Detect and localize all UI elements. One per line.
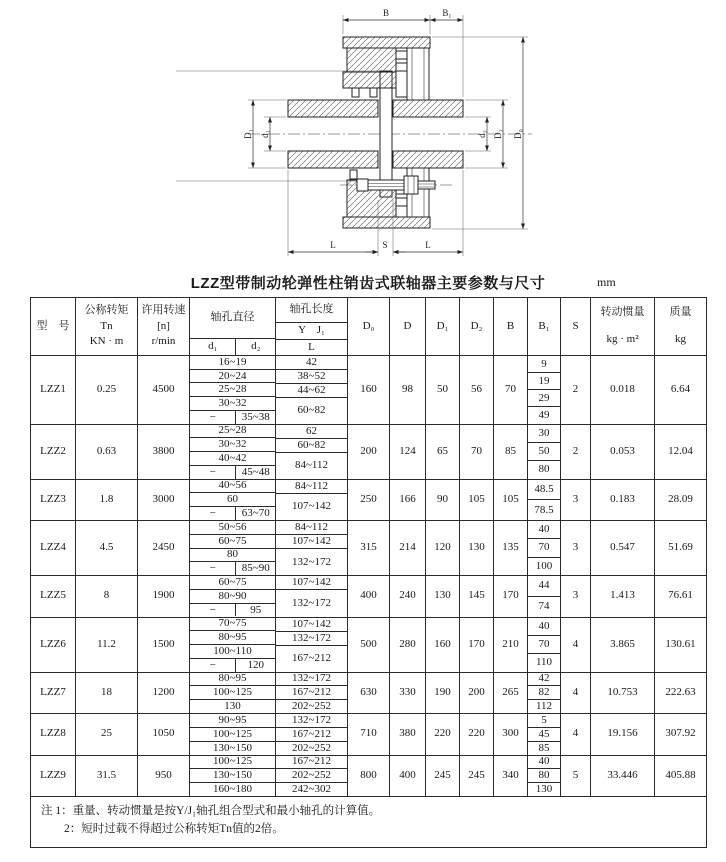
d2-cell: 245	[460, 755, 494, 797]
d0-cell: 200	[348, 424, 390, 479]
bore-subrow: 20~24	[190, 370, 275, 384]
torque-cell: 0.63	[76, 424, 138, 479]
b1-subrow: 110	[535, 656, 553, 669]
bore-diameter-cell	[190, 521, 276, 576]
speed-cell: 1500	[138, 617, 190, 672]
bore-length-cell	[276, 714, 348, 756]
d0-dim-label: D₀	[513, 129, 523, 139]
d-cell: 240	[390, 576, 426, 618]
b1-subrow: 30	[528, 425, 560, 443]
title-row	[30, 272, 706, 292]
torque-cell: 25	[76, 714, 138, 756]
bore-subrow: 80~95	[190, 631, 275, 645]
bore-subrow: 25~28	[190, 383, 275, 397]
bore-length-cell	[276, 521, 348, 576]
inertia-cell: 0.018	[591, 356, 655, 425]
b1-subrow: 50	[528, 443, 560, 461]
b-cell: 340	[494, 755, 528, 797]
bore-subrow: 90~95	[190, 714, 275, 728]
bore-subrow: 40~42	[190, 452, 275, 466]
speed-cell: 3000	[138, 479, 190, 521]
d1-cell: 90	[426, 479, 460, 521]
d1-cell: 190	[426, 672, 460, 714]
b1-subrow: 42	[528, 673, 560, 687]
d2-cell: 170	[460, 617, 494, 672]
b-cell: 105	[494, 479, 528, 521]
s-dim-label: S	[382, 240, 388, 250]
length-subrow: 60~82	[276, 439, 347, 453]
b1-subrow: 70	[528, 539, 560, 557]
d2-outer-dim-label: D₂	[493, 129, 503, 139]
torque-cell: 1.8	[76, 479, 138, 521]
bore-subrow: − 85~90	[190, 562, 275, 575]
d2-cell: 130	[460, 521, 494, 576]
spec-row-lzz4	[31, 521, 707, 576]
inertia-cell: 10.753	[591, 672, 655, 714]
torque-cell: 31.5	[76, 755, 138, 797]
bore-diameter-cell	[190, 714, 276, 756]
b1-subrow: 40	[528, 521, 560, 539]
b1-subrow: 80	[528, 769, 560, 783]
b1-cell	[528, 576, 561, 618]
spec-row-lzz5	[31, 576, 707, 618]
b1-subrow: 44	[528, 576, 560, 597]
length-subrow: 132~172	[276, 632, 347, 646]
torque-cell: 0.25	[76, 356, 138, 425]
length-subrow: 44~62	[276, 384, 347, 398]
col-torque: 公称转矩 Tn KN · m	[76, 298, 138, 356]
d0-cell: 315	[348, 521, 390, 576]
length-subrow: 202~252	[276, 769, 347, 783]
note-2: 2：短时过载不得超过公称转矩Tn值的2倍。	[64, 822, 284, 835]
mass-cell: 307.92	[655, 714, 707, 756]
torque-cell: 4.5	[76, 521, 138, 576]
bore-length-cell	[276, 479, 348, 521]
d1-bore-dim-label: d₁	[260, 130, 270, 138]
length-subrow: 202~252	[292, 700, 331, 713]
l-right-dim-label: L	[425, 240, 431, 250]
unit-label: mm	[597, 275, 616, 289]
bore-subrow: 100~125	[190, 756, 275, 770]
s-cell: 3	[561, 576, 591, 618]
mass-cell: 6.64	[655, 356, 707, 425]
spec-row-lzz8	[31, 714, 707, 756]
l-left-dim-label: L	[330, 240, 336, 250]
d-cell: 400	[390, 755, 426, 797]
b1-cell	[528, 755, 561, 797]
d0-cell: 630	[348, 672, 390, 714]
b1-cell	[528, 617, 561, 672]
length-subrow: 132~172	[276, 673, 347, 687]
bore-subrow: − 35~38	[190, 411, 275, 424]
table-body	[31, 356, 707, 797]
table-header	[31, 298, 707, 356]
d-cell: 98	[390, 356, 426, 425]
b1-subrow: 9	[528, 356, 560, 373]
length-subrow: 167~212	[276, 756, 347, 770]
length-subrow: 167~212	[276, 686, 347, 700]
d1-cell: 220	[426, 714, 460, 756]
bore-subrow: 100~125	[190, 728, 275, 742]
col-b1: B₁	[528, 298, 561, 356]
col-d1: D₁	[426, 298, 460, 356]
bore-subrow: 60~75	[190, 535, 275, 549]
b1-subrow: 40	[528, 756, 560, 770]
length-subrow: 242~302	[292, 783, 331, 796]
s-cell: 2	[561, 356, 591, 425]
b-cell: 135	[494, 521, 528, 576]
bore-subrow: 50~56	[190, 521, 275, 535]
d0-cell: 400	[348, 576, 390, 618]
bore-subrow: 130	[224, 700, 241, 713]
s-cell: 3	[561, 521, 591, 576]
bore-subrow: − 120	[190, 659, 275, 672]
b1-cell	[528, 714, 561, 756]
b1-subrow: 80	[538, 463, 550, 476]
model-cell: LZZ7	[31, 672, 76, 714]
b1-subrow: 29	[528, 390, 560, 407]
bore-diameter-cell	[190, 424, 276, 479]
d2-cell: 105	[460, 479, 494, 521]
page-title: LZZ型带制动轮弹性柱销齿式联轴器主要参数与尺寸	[190, 275, 546, 292]
s-cell: 4	[561, 672, 591, 714]
spec-row-lzz6	[31, 617, 707, 672]
b1-subrow: 85	[538, 741, 550, 754]
speed-cell: 1200	[138, 672, 190, 714]
s-cell: 2	[561, 424, 591, 479]
bore-subrow: 30~32	[190, 397, 275, 411]
length-subrow: 84~112	[276, 521, 347, 535]
b1-subrow: 49	[538, 408, 550, 421]
d2-cell: 70	[460, 424, 494, 479]
b1-cell	[528, 479, 561, 521]
d1-cell: 245	[426, 755, 460, 797]
d1-cell: 65	[426, 424, 460, 479]
b1-subrow: 5	[528, 714, 560, 728]
length-subrow: 84~112	[294, 459, 329, 471]
b1-cell	[528, 424, 561, 479]
d-cell: 214	[390, 521, 426, 576]
s-cell: 4	[561, 617, 591, 672]
inertia-cell: 1.413	[591, 576, 655, 618]
b1-subrow: 40	[528, 618, 560, 636]
d2-bore-dim-label: d₂	[477, 130, 487, 138]
bore-subrow: 80~90	[190, 590, 275, 604]
col-d2: D₂	[460, 298, 494, 356]
speed-cell: 1050	[138, 714, 190, 756]
s-cell: 3	[561, 479, 591, 521]
d0-cell: 500	[348, 617, 390, 672]
spec-row-lzz3	[31, 479, 707, 521]
model-cell: LZZ6	[31, 617, 76, 672]
model-cell: LZZ4	[31, 521, 76, 576]
bore-subrow: 130~150	[213, 741, 252, 754]
mass-cell: 28.09	[655, 479, 707, 521]
col-mass: 质量 kg	[655, 298, 707, 356]
torque-cell: 18	[76, 672, 138, 714]
col-bore-diameter: 轴孔直径 d₁ d₂	[190, 298, 276, 356]
col-model: 型 号	[31, 298, 76, 356]
bore-subrow: 40~56	[190, 480, 275, 494]
speed-cell: 950	[138, 755, 190, 797]
spec-row-lzz1	[31, 356, 707, 425]
mass-cell: 76.61	[655, 576, 707, 618]
model-cell: LZZ9	[31, 755, 76, 797]
d0-cell: 710	[348, 714, 390, 756]
spec-row-lzz2	[31, 424, 707, 479]
mass-cell: 12.04	[655, 424, 707, 479]
length-subrow: 38~52	[276, 370, 347, 384]
length-subrow: 132~172	[276, 714, 347, 728]
bore-subrow: 70~75	[190, 618, 275, 632]
b1-subrow: 78.5	[534, 503, 554, 516]
speed-cell: 1900	[138, 576, 190, 618]
b-cell: 170	[494, 576, 528, 618]
d2-cell: 200	[460, 672, 494, 714]
s-cell: 4	[561, 714, 591, 756]
b1-subrow: 112	[535, 700, 553, 713]
length-subrow: 107~142	[276, 576, 347, 590]
b-cell: 70	[494, 356, 528, 425]
bore-length-cell	[276, 356, 348, 425]
speed-cell: 4500	[138, 356, 190, 425]
d2-cell: 220	[460, 714, 494, 756]
model-cell: LZZ5	[31, 576, 76, 618]
speed-cell: 2450	[138, 521, 190, 576]
bore-length-cell	[276, 576, 348, 618]
bore-length-cell	[276, 755, 348, 797]
b-cell: 210	[494, 617, 528, 672]
inertia-cell: 0.547	[591, 521, 655, 576]
col-inertia: 转动惯量 kg · m²	[591, 298, 655, 356]
d-cell: 280	[390, 617, 426, 672]
d-cell: 124	[390, 424, 426, 479]
bore-subrow: 80~95	[190, 673, 275, 687]
b-dim-label: B	[382, 8, 390, 18]
length-subrow: 42	[276, 356, 347, 370]
col-speed: 许用转速 [n] r/min	[138, 298, 190, 356]
bore-diameter-cell	[190, 672, 276, 714]
bore-diameter-cell	[190, 617, 276, 672]
b1-subrow: 130	[535, 783, 553, 796]
d1-cell: 160	[426, 617, 460, 672]
model-cell: LZZ8	[31, 714, 76, 756]
torque-cell: 11.2	[76, 617, 138, 672]
b-cell: 300	[494, 714, 528, 756]
col-d0: D₀	[348, 298, 390, 356]
mass-cell: 130.61	[655, 617, 707, 672]
length-subrow: 202~252	[292, 741, 331, 754]
b1-subrow: 82	[528, 686, 560, 700]
mass-cell: 51.69	[655, 521, 707, 576]
mass-cell: 222.63	[655, 672, 707, 714]
b1-subrow: 70	[528, 636, 560, 654]
s-cell: 5	[561, 755, 591, 797]
d0-cell: 160	[348, 356, 390, 425]
bore-length-cell	[276, 424, 348, 479]
length-subrow: 62	[276, 425, 347, 439]
bore-subrow: − 45~48	[190, 466, 275, 479]
length-subrow: 60~82	[297, 404, 326, 417]
bore-subrow: 100~125	[190, 686, 275, 700]
inertia-cell: 3.865	[591, 617, 655, 672]
bore-subrow: 160~180	[213, 783, 252, 796]
spec-table	[30, 297, 707, 848]
b-cell: 265	[494, 672, 528, 714]
bore-subrow: 60~75	[190, 576, 275, 590]
bore-length-cell	[276, 672, 348, 714]
col-bore-length: 轴孔长度 Y J₁ L	[276, 298, 348, 356]
b1-cell	[528, 672, 561, 714]
inertia-cell: 0.183	[591, 479, 655, 521]
b1-subrow: 45	[528, 728, 560, 742]
d1-cell: 50	[426, 356, 460, 425]
model-cell: LZZ3	[31, 479, 76, 521]
b1-subrow: 48.5	[528, 480, 560, 501]
bore-subrow: 16~19	[190, 356, 275, 370]
b1-subrow: 100	[535, 559, 553, 572]
torque-cell: 8	[76, 576, 138, 618]
inertia-cell: 19.156	[591, 714, 655, 756]
col-s: S	[561, 298, 591, 356]
length-subrow: 132~172	[292, 596, 331, 609]
d-cell: 166	[390, 479, 426, 521]
bore-subrow: 25~28	[190, 425, 275, 439]
bore-subrow: − 95	[190, 604, 275, 617]
note-1: 注 1：重量、转动惯量是按Y/J₁轴孔组合型式和最小轴孔的计算值。	[41, 805, 381, 817]
length-subrow: 167~212	[276, 728, 347, 742]
col-b: B	[494, 298, 528, 356]
b1-subrow: 19	[528, 373, 560, 390]
d-cell: 330	[390, 672, 426, 714]
length-subrow: 107~142	[276, 535, 347, 549]
b-cell: 85	[494, 424, 528, 479]
length-subrow: 167~212	[292, 652, 331, 664]
bore-subrow: 130~150	[190, 769, 275, 783]
b1-dim-label: B₁	[442, 8, 452, 18]
d-cell: 380	[390, 714, 426, 756]
inertia-cell: 0.053	[591, 424, 655, 479]
bore-subrow: 30~32	[190, 438, 275, 452]
d0-cell: 250	[348, 479, 390, 521]
bore-length-cell	[276, 617, 348, 672]
length-subrow: 107~142	[292, 500, 331, 513]
length-subrow: 107~142	[276, 618, 347, 632]
spec-row-lzz7	[31, 672, 707, 714]
bore-diameter-cell	[190, 356, 276, 425]
bore-subrow: 100~110	[190, 645, 275, 659]
bore-diameter-cell	[190, 755, 276, 797]
d1-cell: 130	[426, 576, 460, 618]
d2-cell: 145	[460, 576, 494, 618]
spec-row-lzz9	[31, 755, 707, 797]
length-subrow: 132~172	[292, 555, 331, 568]
d0-cell: 800	[348, 755, 390, 797]
bore-diameter-cell	[190, 576, 276, 618]
b1-subrow: 74	[538, 600, 550, 613]
d1-cell: 120	[426, 521, 460, 576]
b1-cell	[528, 521, 561, 576]
model-cell: LZZ1	[31, 356, 76, 425]
bore-subrow: 80	[190, 549, 275, 563]
model-cell: LZZ2	[31, 424, 76, 479]
d1-outer-dim-label: D₁	[243, 129, 253, 139]
col-d: D	[390, 298, 426, 356]
speed-cell: 3800	[138, 424, 190, 479]
length-subrow: 84~112	[276, 480, 347, 494]
bore-subrow: − 63~70	[190, 507, 275, 520]
d2-cell: 56	[460, 356, 494, 425]
b1-cell	[528, 356, 561, 425]
notes-row	[31, 797, 707, 848]
inertia-cell: 33.446	[591, 755, 655, 797]
bore-subrow: 60	[190, 493, 275, 507]
coupling-section-drawing	[0, 4, 726, 268]
bore-diameter-cell	[190, 479, 276, 521]
mass-cell: 405.88	[655, 755, 707, 797]
